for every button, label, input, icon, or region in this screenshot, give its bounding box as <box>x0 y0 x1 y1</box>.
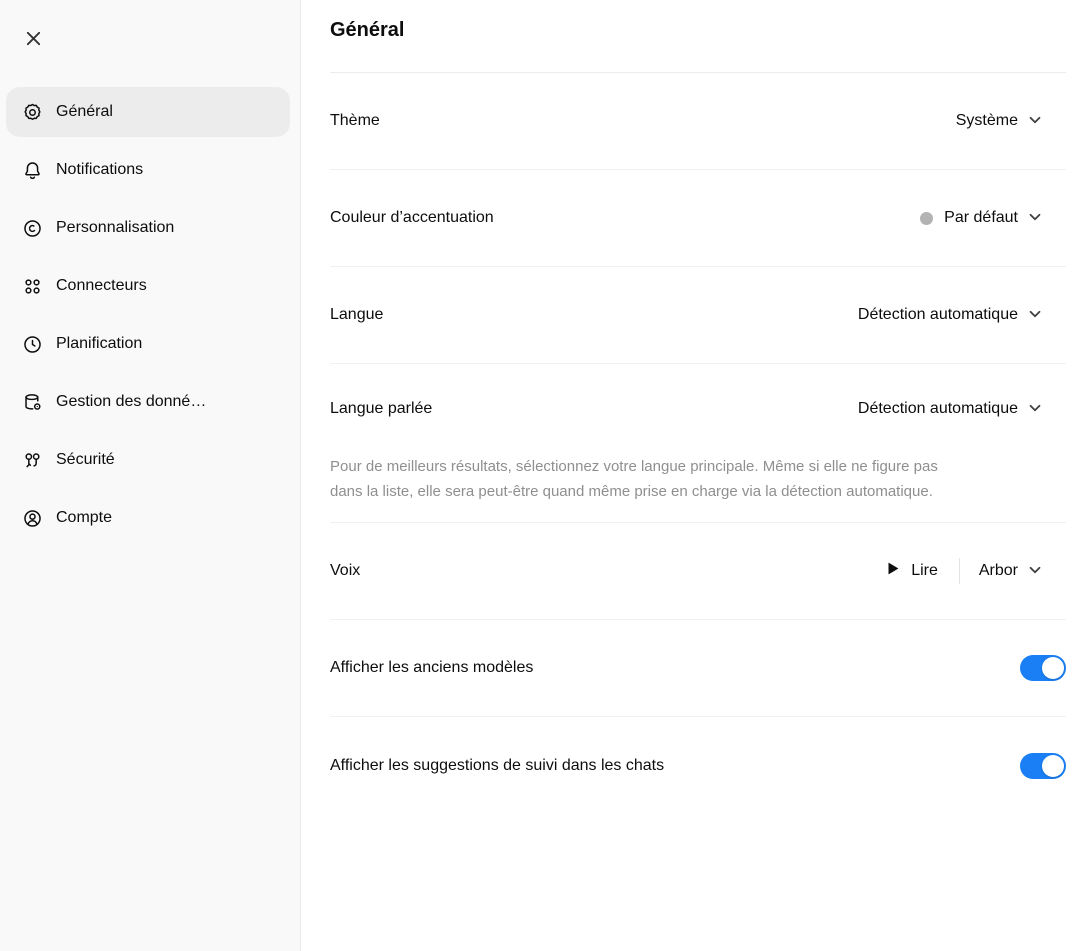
close-button[interactable] <box>18 23 48 53</box>
bell-icon <box>22 160 43 181</box>
sidebar-item-data-controls[interactable] <box>6 377 290 427</box>
sidebar-item-scheduling[interactable] <box>6 319 290 369</box>
close-icon <box>23 28 44 49</box>
language-row <box>330 267 1066 364</box>
chevron-down-icon <box>1027 562 1043 583</box>
settings-nav <box>0 87 300 543</box>
theme-select[interactable] <box>956 110 1043 133</box>
accent-color-row <box>330 170 1066 267</box>
voice-controls <box>886 558 1066 584</box>
gear-icon <box>22 102 43 123</box>
spoken-language-label: Langue parlée <box>330 400 433 417</box>
accent-color-value: Par défaut <box>944 209 1018 226</box>
voice-select-value: Arbor <box>978 562 1018 579</box>
language-select-value: Détection automatique <box>857 306 1018 323</box>
follow-up-suggestions-label: Afficher les suggestions de suivi dans les chats <box>330 756 665 774</box>
keys-icon <box>22 450 43 471</box>
panel-header <box>330 0 1066 73</box>
settings-sidebar <box>0 0 301 951</box>
sidebar-item-label: Sécurité <box>56 452 115 468</box>
toggle-knob <box>1042 657 1064 679</box>
sidebar-item-personalization[interactable] <box>6 203 290 253</box>
theme-select-value: Système <box>955 112 1018 129</box>
sidebar-item-label: Compte <box>56 510 113 526</box>
voice-play-label: Lire <box>911 562 938 579</box>
sidebar-item-notifications[interactable] <box>6 145 290 195</box>
language-select[interactable] <box>858 304 1043 327</box>
sidebar-item-general[interactable] <box>6 87 290 137</box>
theme-label: Thème <box>330 112 380 129</box>
accent-color-select[interactable] <box>920 207 1043 230</box>
chevron-down-icon <box>1027 112 1043 133</box>
page-title: Général <box>330 19 405 41</box>
voice-select[interactable] <box>979 560 1043 583</box>
sidebar-item-label: Général <box>56 104 113 120</box>
play-icon <box>886 561 900 581</box>
toggle-knob <box>1042 755 1064 777</box>
sidebar-item-label: Notifications <box>56 162 144 178</box>
chevron-down-icon <box>1027 306 1043 327</box>
sidebar-item-security[interactable] <box>6 435 290 485</box>
follow-up-suggestions-row <box>330 717 1066 814</box>
spoken-language-select[interactable] <box>858 398 1043 421</box>
sidebar-item-label: Planification <box>56 336 143 352</box>
sidebar-item-account[interactable] <box>6 493 290 543</box>
database-icon <box>22 392 43 413</box>
accent-color-label: Couleur d’accentuation <box>330 209 494 226</box>
spoken-language-section <box>330 364 1066 523</box>
account-icon <box>22 508 43 529</box>
sidebar-item-connectors[interactable] <box>6 261 290 311</box>
sidebar-item-label: Personnalisation <box>56 220 175 236</box>
theme-row <box>330 73 1066 170</box>
personalization-icon <box>22 218 43 239</box>
chevron-down-icon <box>1027 209 1043 230</box>
connectors-icon <box>22 276 43 297</box>
language-label: Langue <box>330 306 384 323</box>
voice-row <box>330 523 1066 620</box>
legacy-models-toggle[interactable] <box>1020 655 1066 681</box>
sidebar-item-label: Connecteurs <box>56 278 147 294</box>
accent-color-dot <box>920 212 933 225</box>
spoken-language-select-value: Détection automatique <box>857 400 1018 417</box>
settings-panel-general <box>301 0 1080 951</box>
chevron-down-icon <box>1027 400 1043 421</box>
legacy-models-row <box>330 620 1066 717</box>
spoken-language-row <box>330 364 1066 454</box>
legacy-models-label: Afficher les anciens modèles <box>330 659 534 676</box>
sidebar-item-label: Gestion des donné… <box>56 394 207 410</box>
clock-icon <box>22 334 43 355</box>
voice-play-button[interactable] <box>886 561 938 581</box>
follow-up-suggestions-toggle[interactable] <box>1020 753 1066 779</box>
spoken-language-description: Pour de meilleurs résultats, sélectionnez votre langue principale. Même si elle ne figure pas dans la liste, elle sera peut-être quand même prise en charge via la détection automatique. <box>330 458 938 500</box>
vertical-divider <box>959 558 960 584</box>
voice-label: Voix <box>330 562 361 579</box>
